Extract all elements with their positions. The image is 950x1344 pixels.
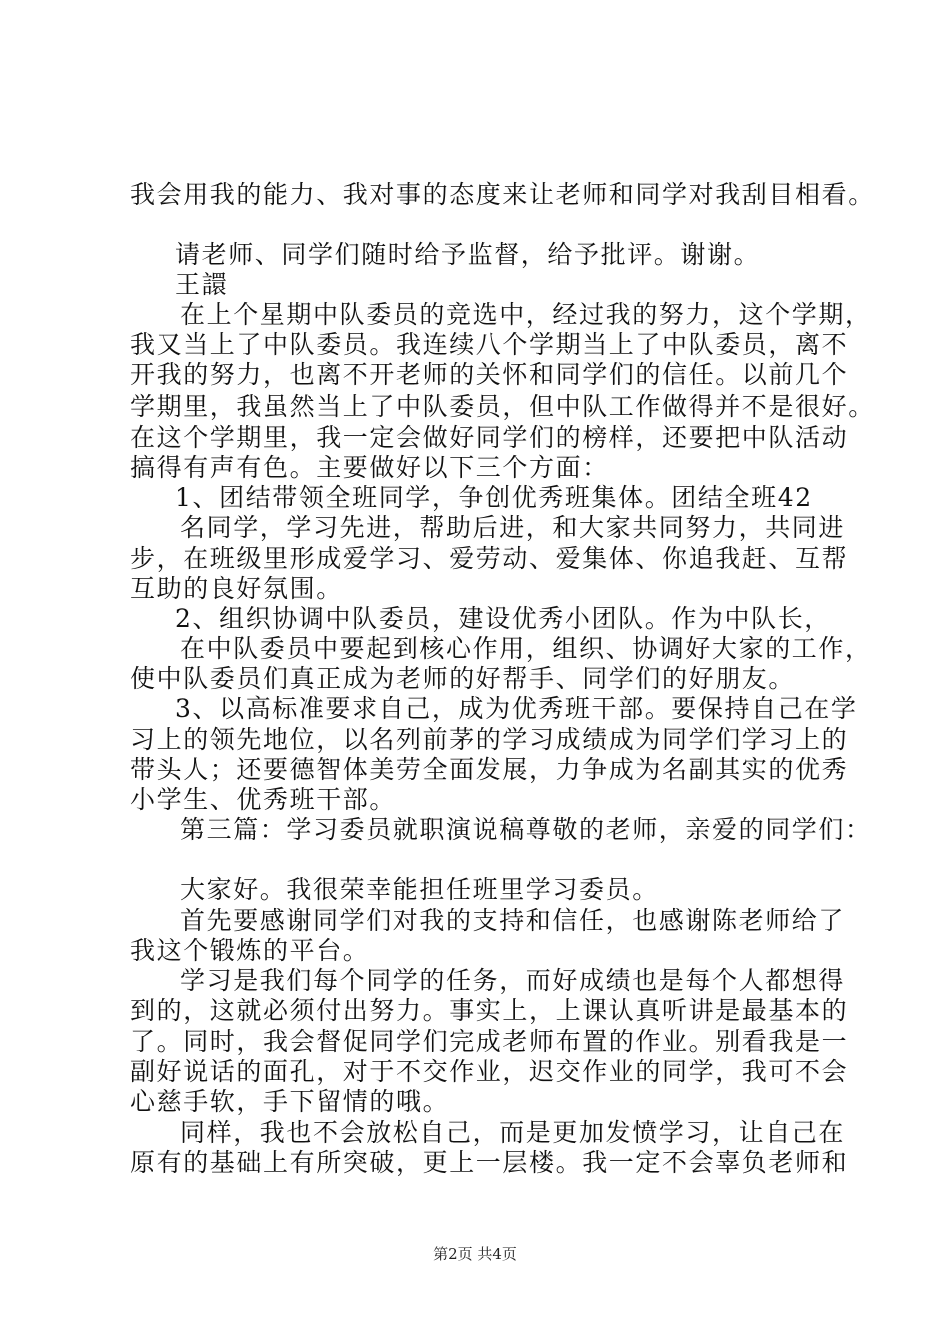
text-line: 同样，我也不会放松自己，而是更加发愤学习，让自己在 <box>180 1118 846 1147</box>
text-line: 搞得有声有色。主要做好以下三个方面： <box>130 453 609 482</box>
text-line: 学习是我们每个同学的任务，而好成绩也是每个人都想得 <box>180 966 846 995</box>
text-line: 互助的良好氛围。 <box>130 574 343 603</box>
text-line: 在中队委员中要起到核心作用，组织、协调好大家的工作， <box>180 634 872 663</box>
text-line: 请老师、同学们随时给予监督，给予批评。谢谢。 <box>175 240 761 269</box>
text-line: 使中队委员们真正成为老师的好帮手、同学们的好朋友。 <box>130 664 796 693</box>
text-line: 2、组织协调中队委员，建设优秀小团队。作为中队长， <box>175 604 831 633</box>
text-line: 我又当上了中队委员。我连续八个学期当上了中队委员，离不 <box>130 330 849 359</box>
text-line: 名同学，学习先进，帮助后进，和大家共同努力，共同进 <box>180 513 846 542</box>
text-line: 到的，这就必须付出努力。事实上，上课认真听讲是最基本的 <box>130 996 849 1025</box>
author-name: 王譞 <box>175 270 229 299</box>
text-line: 1、团结带领全班同学，争创优秀班集体。团结全班42 <box>175 483 813 512</box>
text-line: 首先要感谢同学们对我的支持和信任，也感谢陈老师给了 <box>180 906 846 935</box>
text-line: 大家好。我很荣幸能担任班里学习委员。 <box>180 875 659 904</box>
text-line: 心慈手软，手下留情的哦。 <box>130 1087 450 1116</box>
page-number: 第2页 共4页 <box>433 1245 517 1263</box>
section-heading: 第三篇：学习委员就职演说稿尊敬的老师，亲爱的同学们： <box>180 815 872 844</box>
text-line: 开我的努力，也离不开老师的关怀和同学们的信任。以前几个 <box>130 360 849 389</box>
text-line: 带头人；还要德智体美劳全面发展，力争成为名副其实的优秀 <box>130 755 849 784</box>
text-line: 在上个星期中队委员的竞选中，经过我的努力，这个学期， <box>180 300 872 329</box>
text-line: 了。同时，我会督促同学们完成老师布置的作业。别看我是一 <box>130 1027 849 1056</box>
text-line: 原有的基础上有所突破，更上一层楼。我一定不会辜负老师和 <box>130 1148 849 1177</box>
text-line: 在这个学期里，我一定会做好同学们的榜样，还要把中队活动 <box>130 423 849 452</box>
text-line: 3、以高标准要求自己，成为优秀班干部。要保持自己在学 <box>175 694 858 723</box>
text-line: 我这个锻炼的平台。 <box>130 936 370 965</box>
text-line: 学期里，我虽然当上了中队委员，但中队工作做得并不是很好。 <box>130 392 875 421</box>
text-line: 习上的领先地位，以名列前茅的学习成绩成为同学们学习上的 <box>130 725 849 754</box>
text-line: 我会用我的能力、我对事的态度来让老师和同学对我刮目相看。 <box>130 180 875 209</box>
text-line: 小学生、优秀班干部。 <box>130 785 397 814</box>
text-line: 副好说话的面孔，对于不交作业，迟交作业的同学，我可不会 <box>130 1057 849 1086</box>
text-line: 步，在班级里形成爱学习、爱劳动、爱集体、你追我赶、互帮 <box>130 544 849 573</box>
